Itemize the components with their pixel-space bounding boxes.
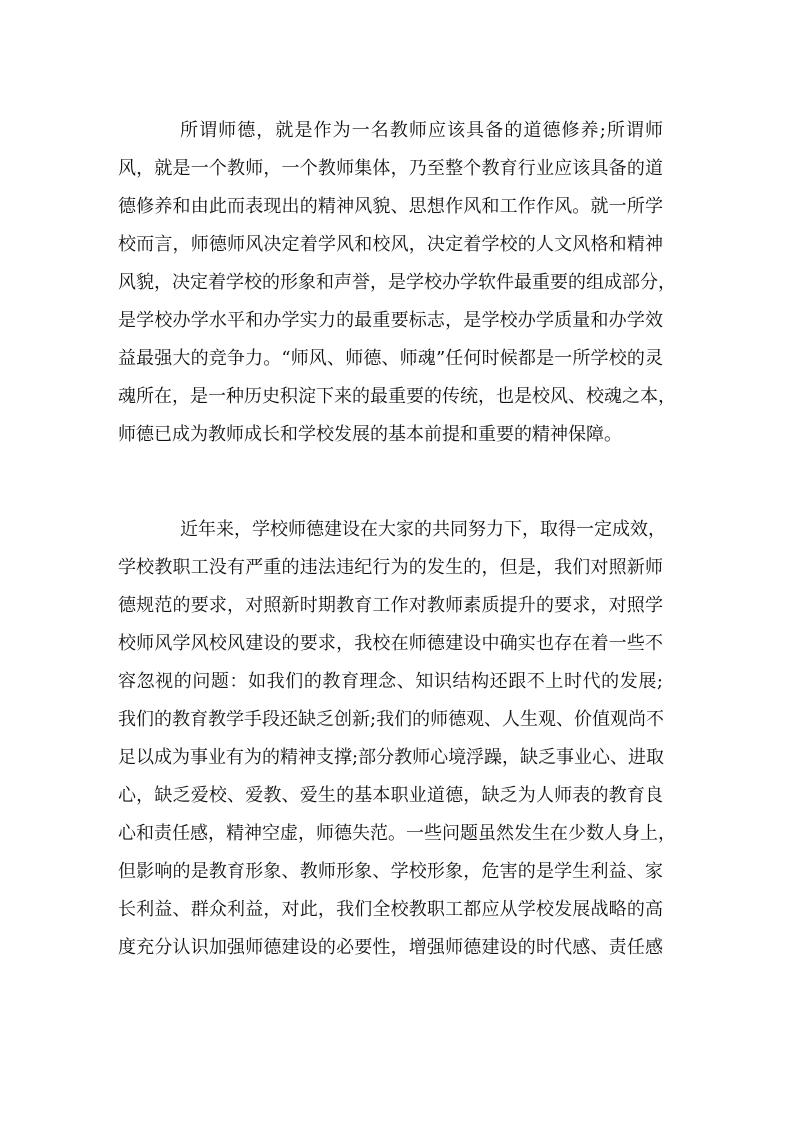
- paragraph-line: 师德已成为教师成长和学校发展的基本前提和重要的精神保障。: [118, 424, 622, 445]
- paragraph-line: 魂所在，是一种历史积淀下来的最重要的传统，也是校风、校魂之本，: [118, 386, 676, 407]
- paragraph-line: 风貌，决定着学校的形象和声誉，是学校办学软件最重要的组成部分，: [118, 272, 676, 293]
- paragraph-line: 近年来，学校师德建设在大家的共同努力下，取得一定成效，: [180, 519, 666, 540]
- paragraph-line: 是学校办学水平和办学实力的最重要标志，是学校办学质量和办学效: [118, 310, 663, 331]
- paragraph-line: 长利益、群众利益，对此，我们全校教职工都应从学校发展战略的高: [118, 899, 663, 920]
- paragraph-line: 但影响的是教育形象、教师形象、学校形象，危害的是学生利益、家: [118, 861, 663, 882]
- paragraph-line: 心，缺乏爱校、爱教、爱生的基本职业道德，缺乏为人师表的教育良: [118, 785, 663, 806]
- paragraph-line: 我们的教育教学手段还缺乏创新;我们的师德观、人生观、价值观尚不: [118, 709, 665, 730]
- paragraph-line: 所谓师德，就是作为一名教师应该具备的道德修养;所谓师: [180, 120, 663, 141]
- paragraph-line: 校而言，师德师风决定着学风和校风，决定着学校的人文风格和精神: [118, 234, 663, 255]
- paragraph-line: 风，就是一个教师，一个教师集体，乃至整个教育行业应该具备的道: [118, 158, 663, 179]
- paragraph-recent-progress: [118, 511, 676, 967]
- paragraph-line: 度充分认识加强师德建设的必要性，增强师德建设的时代感、责任感: [118, 937, 663, 958]
- paragraph-line: 校师风学风校风建设的要求，我校在师德建设中确实也存在着一些不: [118, 633, 663, 654]
- paragraph-line: 学校教职工没有严重的违法违纪行为的发生的，但是，我们对照新师: [118, 557, 663, 578]
- paragraph-line: 足以成为事业有为的精神支撑;部分教师心境浮躁，缺乏事业心、进取: [118, 747, 665, 768]
- paragraph-line: 德规范的要求，对照新时期教育工作对教师素质提升的要求，对照学: [118, 595, 663, 616]
- paragraph-line: 德修养和由此而表现出的精神风貌、思想作风和工作作风。就一所学: [118, 196, 663, 217]
- paragraph-line: 益最强大的竞争力。“师风、师德、师魂”任何时候都是一所学校的灵: [118, 348, 663, 369]
- paragraph-line: 心和责任感，精神空虚，师德失范。一些问题虽然发生在少数人身上，: [118, 823, 676, 844]
- paragraph-line: 容忽视的问题：如我们的教育理念、知识结构还跟不上时代的发展;: [118, 671, 663, 692]
- paragraph-teacher-ethics-definition: [118, 112, 676, 454]
